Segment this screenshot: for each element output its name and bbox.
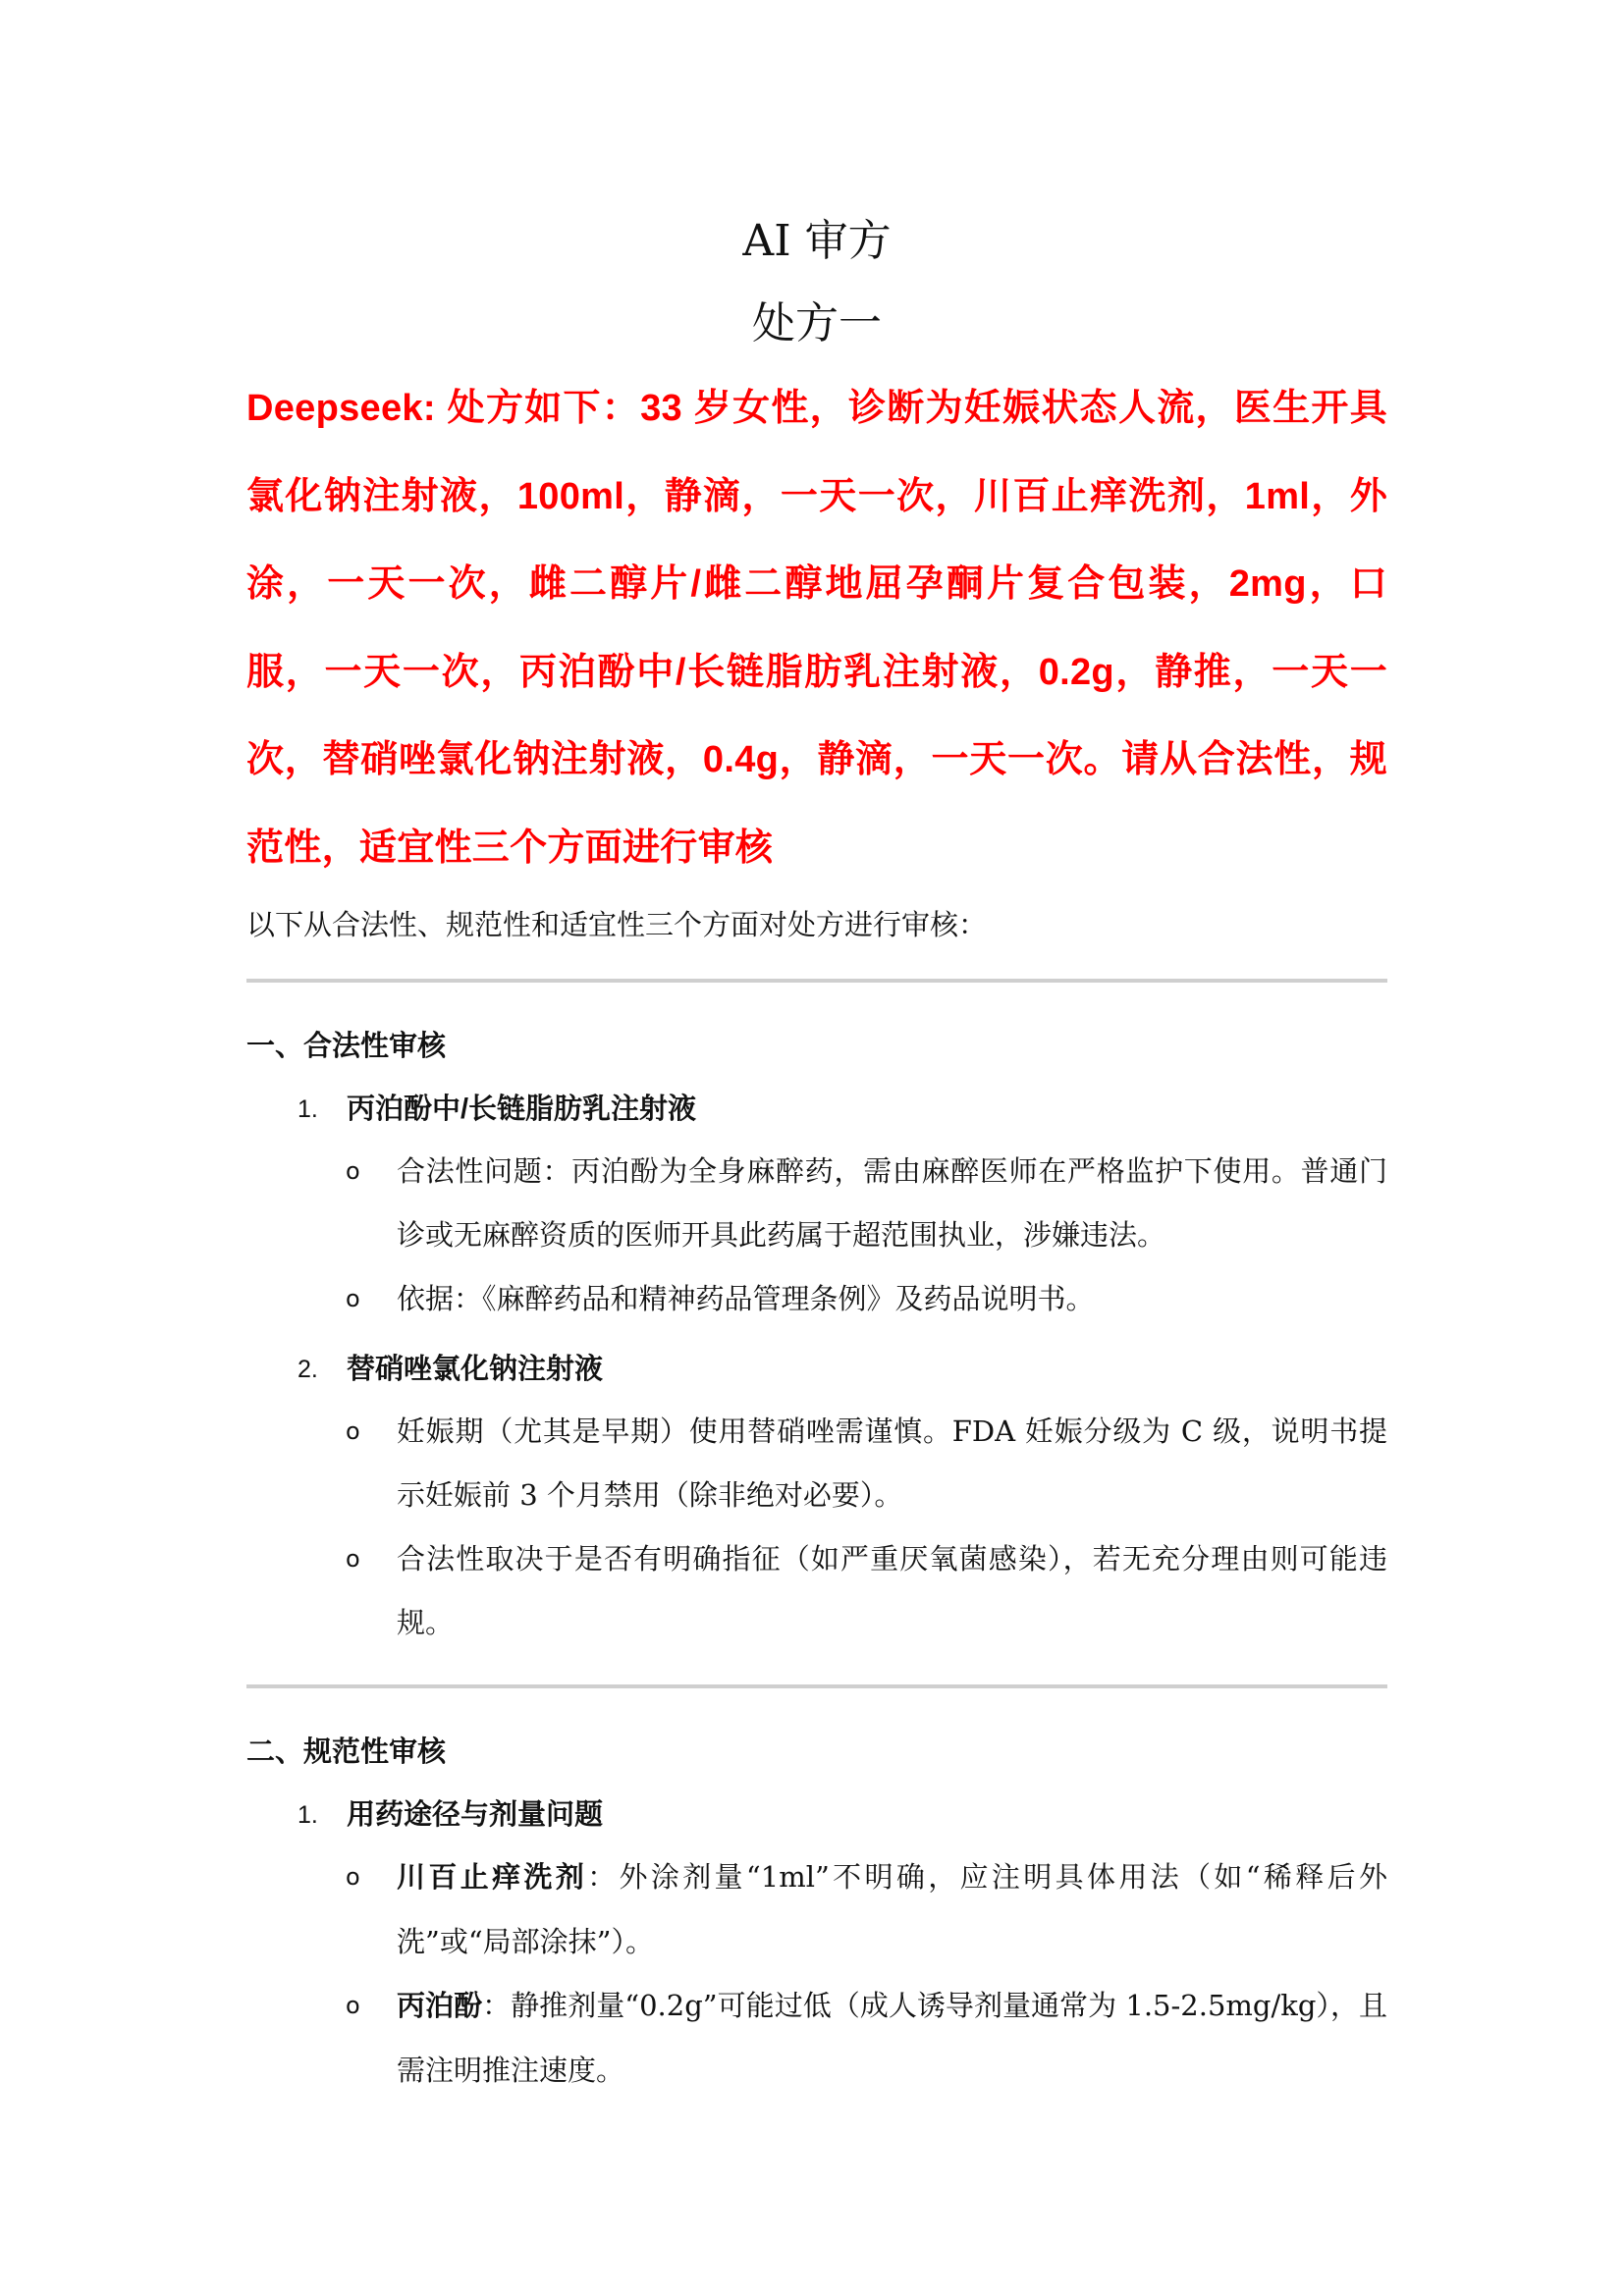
item-number: 2. — [298, 1356, 318, 1383]
bullet-list — [246, 1400, 1387, 1655]
bullet-text: ：外涂剂量“1ml”不明确，应注明具体用法（如“稀释后外洗”或“局部涂抹”）。 — [397, 1860, 1387, 1958]
item-title: 丙泊酚中/长链脂肪乳注射液 — [347, 1094, 697, 1125]
intro-text: 以下从合法性、规范性和适宜性三个方面对处方进行审核： — [246, 908, 988, 941]
bullet-icon: o — [346, 1157, 360, 1185]
section-legality — [246, 1022, 1387, 1655]
bullet-icon: o — [346, 1285, 360, 1312]
bullet-text: ：静推剂量“0.2g”可能过低（成人诱导剂量通常为 1.5-2.5mg/kg），且需注明推注速度。 — [397, 1989, 1387, 2087]
item-number: 1. — [298, 1095, 318, 1123]
bullet-list — [246, 1140, 1387, 1331]
bullet-icon: o — [346, 1417, 360, 1445]
item-title: 替硝唑氯化钠注射液 — [347, 1354, 604, 1385]
bullet-text: 依据：《麻醉药品和精神药品管理条例》及药品说明书。 — [397, 1282, 1095, 1315]
numbered-item — [246, 1085, 1387, 1134]
bullet-text: 合法性取决于是否有明确指征（如严重厌氧菌感染），若无充分理由则可能违规。 — [397, 1542, 1387, 1639]
bullet-item — [346, 1267, 1387, 1331]
numbered-item — [246, 1345, 1387, 1394]
bullet-list — [246, 1845, 1387, 2103]
document-page — [246, 206, 1387, 2103]
bullet-icon: o — [346, 1863, 360, 1891]
bullet-item — [346, 1527, 1387, 1655]
section-heading: 一、合法性审核 — [246, 1031, 447, 1062]
bullet-text: 妊娠期（尤其是早期）使用替硝唑需谨慎。FDA 妊娠分级为 C 级，说明书提示妊娠前 3 个月禁用（除非绝对必要）。 — [397, 1415, 1387, 1512]
divider — [246, 979, 1387, 983]
document-title: AI 审方 — [742, 216, 892, 266]
bullet-icon: o — [346, 1545, 360, 1573]
section-heading: 二、规范性审核 — [246, 1736, 447, 1768]
divider — [246, 1684, 1387, 1688]
numbered-item — [246, 1790, 1387, 1840]
bullet-text: 合法性问题：丙泊酚为全身麻醉药，需由麻醉医师在严格监护下使用。普通门诊或无麻醉资质的医师开具此药属于超范围执业，涉嫌违法。 — [397, 1154, 1387, 1252]
bullet-label: 丙泊酚 — [397, 1991, 483, 2022]
item-number: 1. — [298, 1801, 318, 1829]
bullet-item — [346, 1974, 1387, 2103]
bullet-label: 川百止痒洗剂 — [397, 1862, 588, 1894]
document-subtitle: 处方一 — [752, 298, 882, 348]
bullet-item — [346, 1400, 1387, 1527]
bullet-icon: o — [346, 1992, 360, 2019]
prompt-text: Deepseek: 处方如下：33 岁女性，诊断为妊娠状态人流，医生开具氯化钠注射液，100ml，静滴，一天一次，川百止痒洗剂，1ml，外涂，一天一次，雌二醇片/雌二醇地屈孕酮片复合包装，2mg，口服，一天一次，丙泊酚中/长链脂肪乳注射液，0.2g，静推，一天一次，替硝唑氯化钠注射液，0.4g，静滴，一天一次。请从合法性，规范性，适宜性三个方面进行审核 — [246, 388, 1387, 869]
bullet-item — [346, 1140, 1387, 1267]
bullet-item — [346, 1845, 1387, 1974]
item-title: 用药途径与剂量问题 — [347, 1799, 604, 1831]
section-standardization — [246, 1728, 1387, 2103]
